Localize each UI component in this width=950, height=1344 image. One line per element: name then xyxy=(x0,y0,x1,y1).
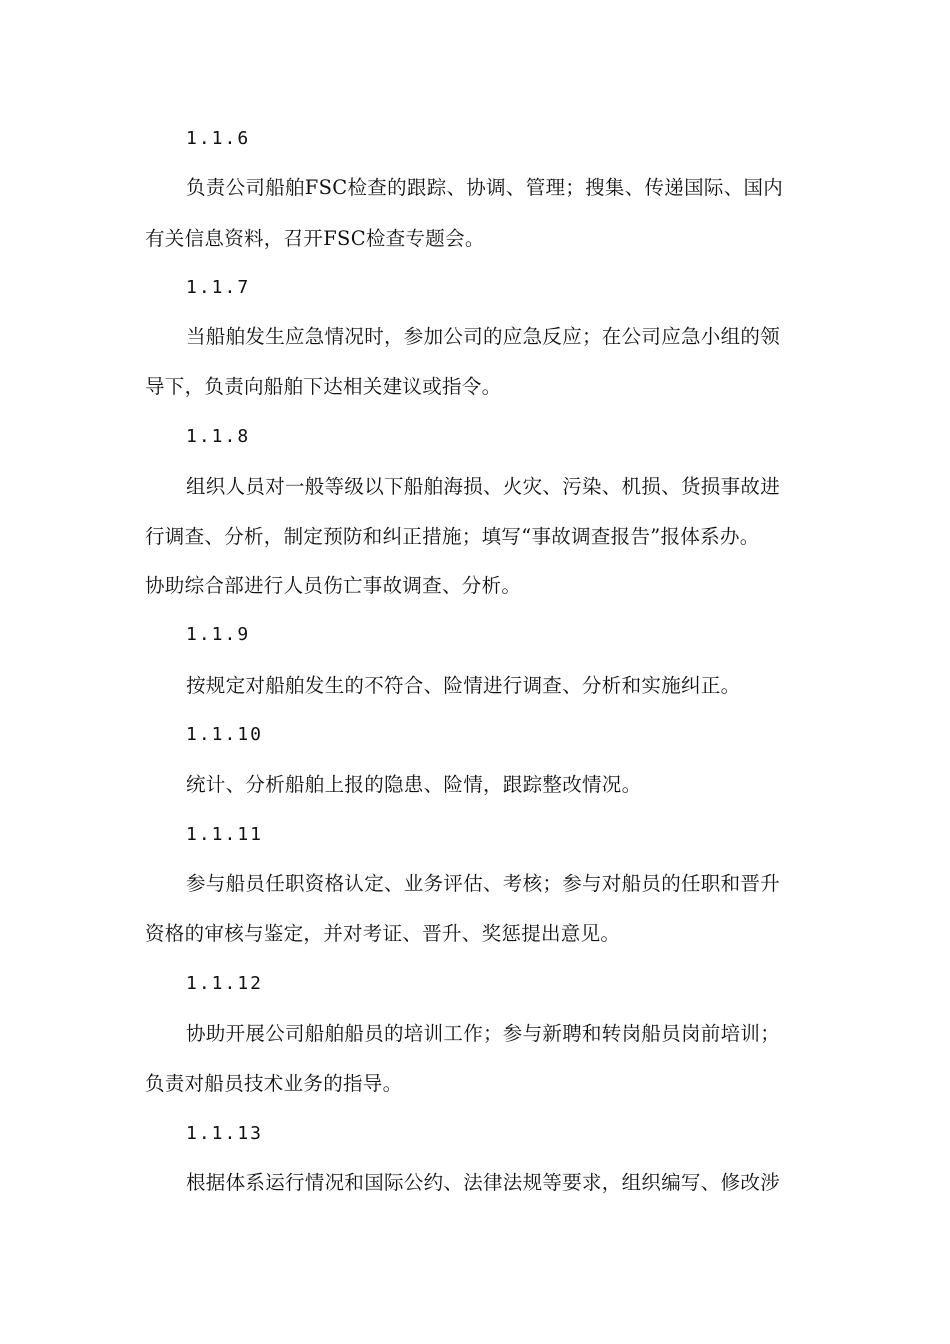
paragraph-line: 导下，负责向船舶下达相关建议或指令。 xyxy=(145,375,502,398)
section-number: 1.1.7 xyxy=(186,277,251,298)
paragraph-line: 行调查、分析，制定预防和纠正措施；填写“事故调查报告”报体系办。 xyxy=(145,525,760,548)
section-number: 1.1.8 xyxy=(186,426,251,447)
paragraph-line: 负责对船员技术业务的指导。 xyxy=(145,1072,403,1095)
paragraph-line: 当船舶发生应急情况时，参加公司的应急反应；在公司应急小组的领 xyxy=(186,325,781,348)
paragraph-line: 参与船员任职资格认定、业务评估、考核；参与对船员的任职和晋升 xyxy=(186,872,781,895)
paragraph-line: 组织人员对一般等级以下船舶海损、火灾、污染、机损、货损事故进 xyxy=(186,475,781,498)
section-number: 1.1.11 xyxy=(186,824,264,845)
section-number: 1.1.10 xyxy=(186,724,264,745)
paragraph-line: 统计、分析船舶上报的隐患、险情，跟踪整改情况。 xyxy=(186,773,642,796)
paragraph-line: 协助开展公司船舶船员的培训工作；参与新聘和转岗船员岗前培训； xyxy=(186,1022,781,1045)
section-number: 1.1.12 xyxy=(186,973,264,994)
paragraph-line: 有关信息资料，召开FSC检查专题会。 xyxy=(145,227,485,250)
paragraph-line: 负责公司船舶FSC检查的跟踪、协调、管理；搜集、传递国际、国内 xyxy=(186,176,784,199)
section-number: 1.1.9 xyxy=(186,624,251,645)
paragraph-line: 协助综合部进行人员伤亡事故调查、分析。 xyxy=(145,574,522,597)
section-number: 1.1.6 xyxy=(186,128,251,149)
paragraph-line: 根据体系运行情况和国际公约、法律法规等要求，组织编写、修改涉 xyxy=(186,1171,781,1194)
section-number: 1.1.13 xyxy=(186,1123,264,1144)
paragraph-line: 按规定对船舶发生的不符合、险情进行调查、分析和实施纠正。 xyxy=(186,674,741,697)
paragraph-line: 资格的审核与鉴定，并对考证、晋升、奖惩提出意见。 xyxy=(145,922,621,945)
